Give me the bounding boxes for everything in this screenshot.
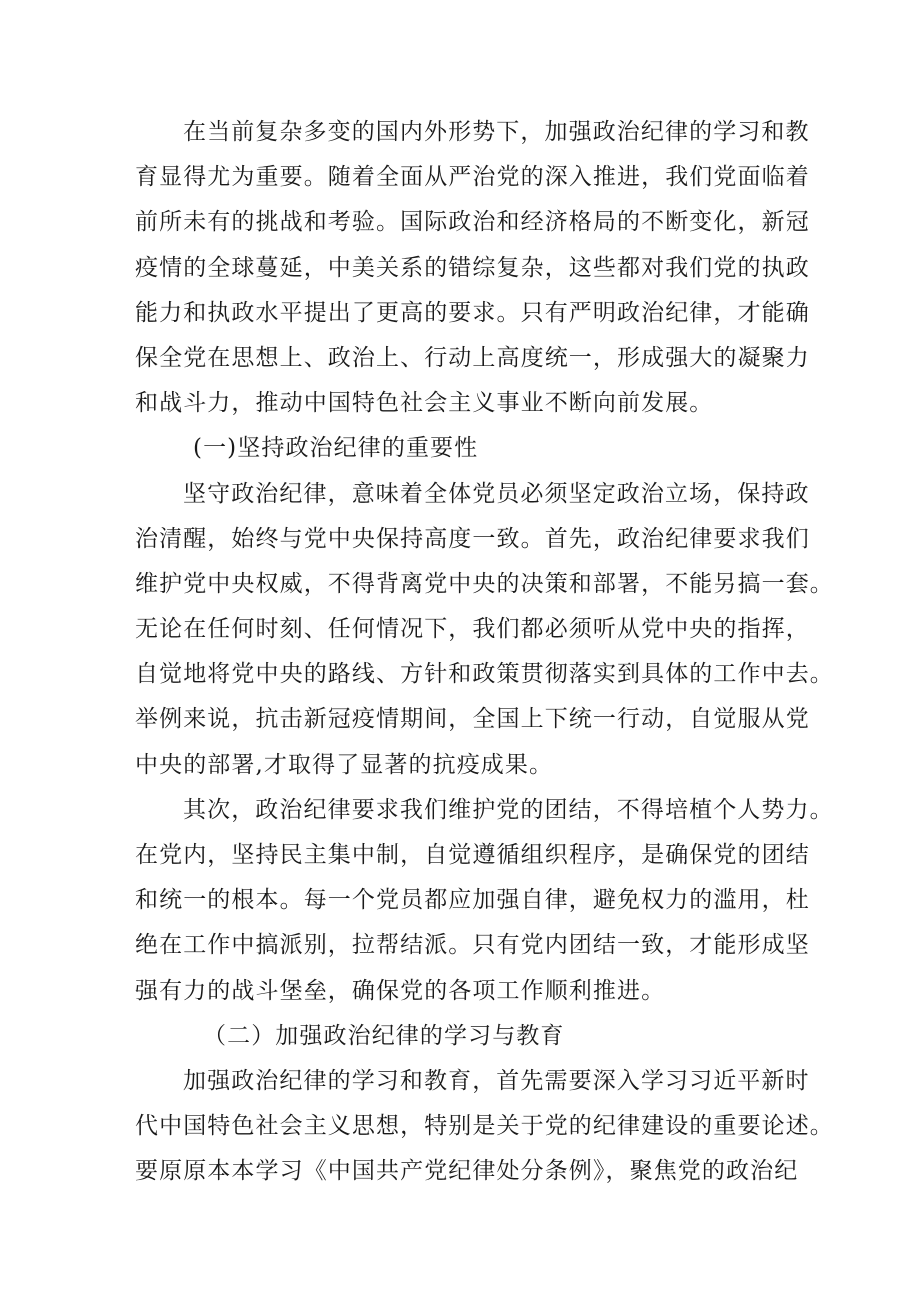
text-line: 和战斗力，推动中国特色社会主义事业不断向前发展。 — [135, 390, 714, 417]
text-line: 能力和执政水平提出了更高的要求。只有严明政治纪律，才能确 — [135, 299, 810, 326]
text-line: 育显得尤为重要。随着全面从严治党的深入推进，我们党面临着 — [135, 164, 810, 191]
text-line: 无论在任何时刻、任何情况下，我们都必须听从党中央的指挥， — [135, 616, 810, 643]
text-line: 绝在工作中搞派别，拉帮结派。只有党内团结一致，才能形成坚 — [135, 932, 810, 959]
paragraph-importance — [135, 472, 834, 788]
text-line: 保全党在思想上、政治上、行动上高度统一，形成强大的凝聚力 — [135, 344, 810, 371]
text-line: 和统一的根本。每一个党员都应加强自律，避免权力的滥用，杜 — [135, 887, 810, 914]
text-line: 疫情的全球蔓延，中美关系的错综复杂，这些都对我们党的执政 — [135, 254, 810, 281]
text-line: 治清醒，始终与党中央保持高度一致。首先，政治纪律要求我们 — [135, 525, 810, 552]
text-line: 其次，政治纪律要求我们维护党的团结，不得培植个人势力。 — [183, 796, 834, 823]
text-line: 中央的部署,才取得了显著的抗疫成果。 — [135, 751, 554, 778]
text-line: 强有力的战斗堡垒，确保党的各项工作顺利推进。 — [135, 977, 666, 1004]
section-heading-2: （二）加强政治纪律的学习与教育 — [203, 1022, 565, 1049]
text-line: 维护党中央权威，不得背离党中央的决策和部署，不能另搞一套。 — [135, 570, 834, 597]
paragraph-intro — [135, 110, 810, 426]
text-line: 在当前复杂多变的国内外形势下，加强政治纪律的学习和教 — [183, 119, 810, 145]
section-heading-1: (一)坚持政治纪律的重要性 — [193, 435, 479, 462]
document-body — [135, 110, 834, 1195]
text-line: 要原原本本学习《中国共产党纪律处分条例》，聚焦党的政治纪 — [135, 1158, 799, 1185]
text-line: 举例来说，抗击新冠疫情期间，全国上下统一行动，自觉服从党 — [135, 706, 810, 733]
text-line: 在党内，坚持民主集中制，自觉遵循组织程序，是确保党的团结 — [135, 842, 810, 868]
paragraph-unity — [135, 788, 834, 1014]
paragraph-study — [135, 1059, 834, 1195]
text-line: 加强政治纪律的学习和教育，首先需要深入学习习近平新时 — [183, 1067, 810, 1094]
text-line: 前所未有的挑战和考验。国际政治和经济格局的不断变化，新冠 — [135, 209, 810, 236]
text-line: 坚守政治纪律，意味着全体党员必须坚定政治立场，保持政 — [183, 480, 810, 507]
text-line: 代中国特色社会主义思想，特别是关于党的纪律建设的重要论述。 — [135, 1113, 834, 1140]
text-line: 自觉地将党中央的路线、方针和政策贯彻落实到具体的工作中去。 — [135, 661, 834, 688]
